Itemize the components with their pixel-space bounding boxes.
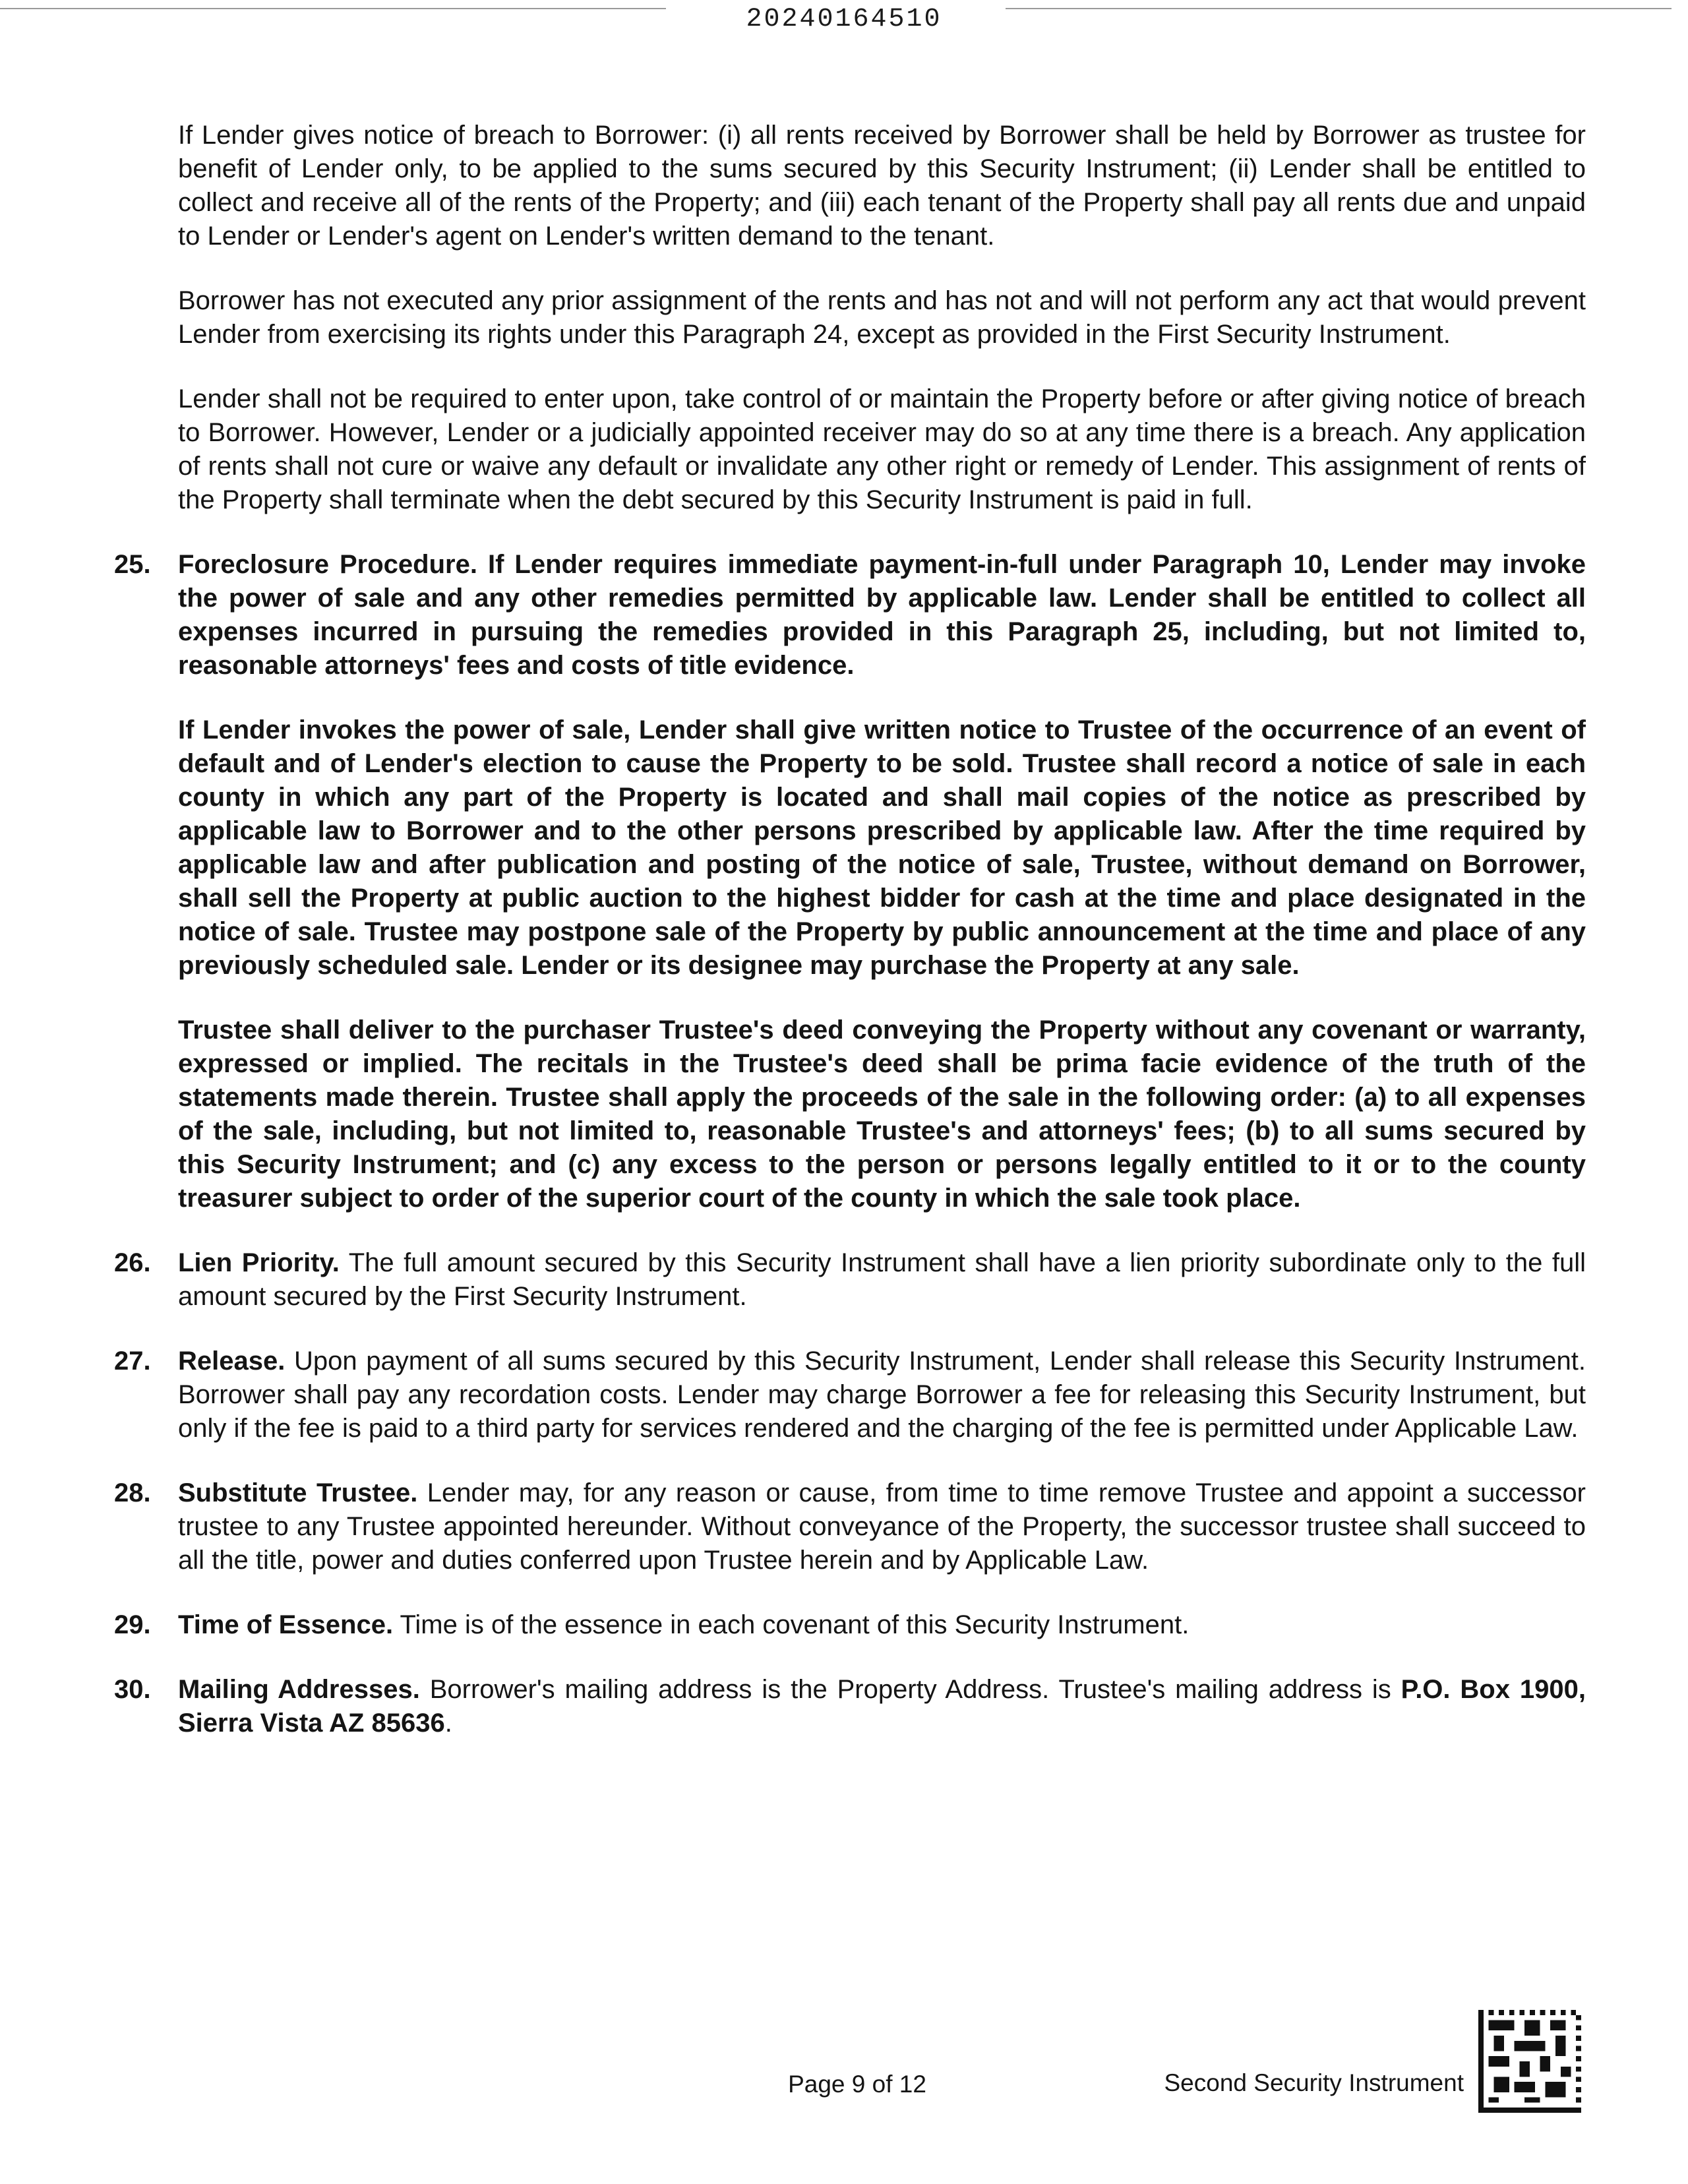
paragraph-number: 30. (114, 1675, 151, 1704)
page-number: Page 9 of 12 (788, 2071, 926, 2098)
trustee-mailing-address: P.O. Box 1900, Sierra Vista AZ 85636 (178, 1675, 1586, 1738)
paragraph-number: 25. (114, 550, 151, 579)
rents-breach-paragraph: If Lender gives notice of breach to Borrower: (i) all rents received by Borrower shall be held by Borrower as trustee for benefit of Lender only, to be applied to the sums secured by this Security Instrument; (ii) Lender shall be entitled to collect and receive all of the rents of the Property; and (iii) each tenant of the Property shall pay all rents due and unpaid to Lender or Lender's agent on Lender's written demand to the tenant. (178, 121, 1586, 251)
paragraph-body (178, 548, 1586, 682)
paragraph-29-time-of-essence (112, 1608, 1586, 1642)
paragraph-text: Time is of the essence in each covenant of this Security Instrument. (400, 1610, 1190, 1639)
recording-number: 20240164510 (746, 5, 942, 34)
paragraph-body (178, 1476, 1586, 1577)
document-label: Second Security Instrument (1164, 2069, 1464, 2096)
paragraph-text: Lender may, for any reason or cause, from time to time remove Trustee and appoint a successor trustee to any Trustee appointed hereunder. Without conveyance of the Property, the successor trustee shall succeed to all the title, power and duties conferred upon Trustee herein and by Applicable Law. (178, 1478, 1586, 1575)
paragraph-25-foreclosure (112, 548, 1586, 1215)
paragraph-heading: Substitute Trustee. (178, 1478, 418, 1507)
paragraph-30-mailing-addresses (112, 1673, 1586, 1740)
trustee-deed-paragraph: Trustee shall deliver to the purchaser Trustee's deed conveying the Property without any covenant or warranty, expressed or implied. The recitals in the Trustee's deed shall be prima facie evidence of the truth of the statements made therein. Trustee shall apply the proceeds of the sale in the following order: (a) to all expenses of the sale, including, but not limited to, reasonable Trustee's and attorneys' fees; (b) to all sums secured by this Security Instrument; and (c) any excess to the person or persons legally entitled to it or to the county treasurer subject to order of the superior court of the county in which the sale took place. (178, 1016, 1586, 1213)
paragraph-number: 26. (114, 1248, 151, 1277)
paragraph-body (178, 1673, 1586, 1740)
paragraph-text: Borrower's mailing address is the Property Address. Trustee's mailing address is (429, 1675, 1391, 1704)
paragraph-26-lien-priority (112, 1246, 1586, 1314)
paragraph-number: 27. (114, 1347, 151, 1376)
paragraph-text: The full amount secured by this Security Instrument shall have a lien priority subordinate only to the full amount secured by the First Security Instrument. (178, 1248, 1586, 1311)
paragraph-heading: Time of Essence. (178, 1610, 394, 1639)
paragraph-heading: Foreclosure Procedure. (178, 550, 477, 579)
prior-assignment-paragraph: Borrower has not executed any prior assignment of the rents and has not and will not perform any act that would prevent Lender from exercising its rights under this Paragraph 24, except as provided in the First Security Instrument. (178, 286, 1586, 349)
power-of-sale-paragraph: If Lender invokes the power of sale, Lender shall give written notice to Trustee of the occurrence of an event of default and of Lender's election to cause the Property to be sold. Trustee shall record a notice of sale in each county in which any part of the Property is located and shall mail copies of the notice as prescribed by applicable law to Borrower and to the other persons prescribed by applicable law. After the time required by applicable law and after publication and posting of the notice of sale, Trustee, without demand on Borrower, shall sell the Property at public auction to the highest bidder for cash at the time and place designated in the notice of sale. Trustee may postpone sale of the Property by public announcement at the time and place of any previously scheduled sale. Lender or its designee may purchase the Property at any sale. (178, 715, 1586, 980)
paragraph-number: 29. (114, 1610, 151, 1639)
paragraph-text: Upon payment of all sums secured by this Security Instrument, Lender shall release this Security Instrument. Borrower shall pay any recordation costs. Lender may charge Borrower a fee for releasing this Security Instrument, but only if the fee is paid to a third party for services rendered and the charging of the fee is permitted under Applicable Law. (178, 1347, 1586, 1443)
paragraph-27-release (112, 1345, 1586, 1445)
paragraph-body (178, 1345, 1586, 1445)
trailing-period: . (444, 1709, 452, 1738)
receiver-paragraph: Lender shall not be required to enter upon, take control of or maintain the Property before or after giving notice of breach to Borrower. However, Lender or a judicially appointed receiver may do so at any time there is a breach. Any application of rents shall not cure or waive any default or invalidate any other right or remedy of Lender. This assignment of rents of the Property shall terminate when the debt secured by this Security Instrument is paid in full. (178, 384, 1586, 514)
paragraph-heading: Release. (178, 1347, 286, 1376)
paragraph-body (178, 1608, 1586, 1642)
paragraph-heading: Mailing Addresses. (178, 1675, 420, 1704)
document-body (112, 119, 1586, 1771)
paragraph-text: If Lender requires immediate payment-in-full under Paragraph 10, Lender may invoke the power of sale and any other remedies permitted by applicable law. Lender shall be entitled to collect all expenses incurred in pursuing the remedies provided in this Paragraph 25, including, but not limited to, reasonable attorneys' fees and costs of title evidence. (178, 550, 1586, 680)
paragraph-28-substitute-trustee (112, 1476, 1586, 1577)
paragraph-number: 28. (114, 1478, 151, 1507)
paragraph-heading: Lien Priority. (178, 1248, 340, 1277)
paragraph-body (178, 1246, 1586, 1314)
datamatrix-barcode-icon (1477, 2010, 1582, 2113)
